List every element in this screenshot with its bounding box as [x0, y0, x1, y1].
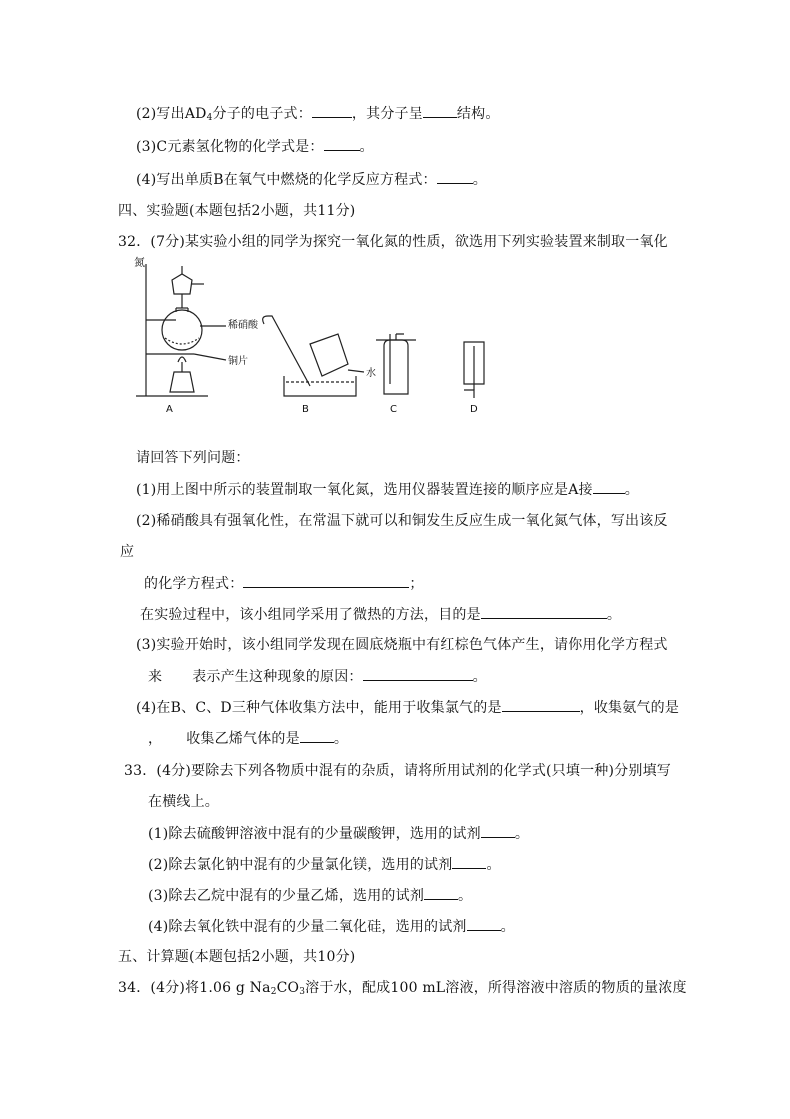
text: (4)写出单质B在氧气中燃烧的化学反应方程式： — [136, 172, 437, 188]
text: (3)C元素氢化物的化学式是： — [136, 139, 324, 155]
answer-blank[interactable] — [481, 605, 607, 619]
text: 表示产生这种现象的原因： — [192, 669, 363, 685]
answer-blank[interactable] — [423, 104, 457, 118]
text: 。 — [472, 669, 487, 685]
answer-blank[interactable] — [312, 104, 352, 118]
question-32-part3-reason — [148, 667, 487, 686]
answer-blank[interactable] — [437, 170, 473, 184]
text: (2)写出AD — [136, 106, 207, 122]
question-33-part1 — [148, 824, 529, 843]
text: ， — [148, 731, 163, 747]
text: (4)除去氧化铁中混有的少量二氧化硅，选用的试剂 — [148, 919, 467, 935]
water-trough — [284, 376, 356, 396]
answer-blank[interactable] — [424, 886, 458, 900]
text: 在实验过程中，该小组同学采用了微热的方法，目的是 — [140, 607, 481, 623]
text: CO — [276, 980, 300, 996]
text: 。 — [458, 888, 473, 904]
question-31-part4 — [136, 170, 487, 189]
question-33-part3 — [148, 886, 472, 905]
text: 的化学方程式： — [144, 576, 244, 592]
question-32-part1 — [136, 480, 639, 499]
text: 。 — [359, 139, 374, 155]
label-dilute-nitric-acid: 稀硝酸 — [228, 320, 258, 331]
apparatus-diagram — [134, 254, 654, 418]
text: 34．(4分)将1.06 g Na — [118, 980, 271, 996]
question-31-part2 — [136, 104, 500, 127]
label-c: C — [390, 404, 397, 415]
label-d: D — [470, 404, 478, 415]
question-34-stem — [118, 979, 687, 1001]
subscript: 3 — [299, 987, 306, 997]
text: 。 — [514, 826, 530, 842]
question-32-part2-purpose — [140, 605, 621, 624]
subscript: 2 — [270, 987, 277, 997]
question-33-part4 — [148, 917, 515, 936]
question-33-stem: 33．(4分)要除去下列各物质中混有的杂质，请将所用试剂的化学式(只填一种)分别填写 — [124, 763, 671, 779]
answer-blank[interactable] — [467, 917, 501, 931]
text: (1)除去硫酸钾溶液中混有的少量碳酸钾，选用的试剂 — [148, 826, 481, 842]
answer-blank[interactable] — [481, 824, 515, 838]
text: 。 — [486, 857, 501, 873]
alcohol-lamp — [170, 372, 194, 392]
text: 。 — [500, 919, 515, 935]
question-32-part2-wrap: 应 — [120, 544, 135, 560]
question-33-stem-cont: 在横线上。 — [148, 794, 219, 810]
text: 。 — [472, 172, 487, 188]
text: ，其分子呈 — [351, 106, 423, 122]
question-32-part4-cont — [148, 729, 348, 748]
text: (2)除去氯化钠中混有的少量氯化镁，选用的试剂 — [148, 857, 453, 873]
answer-blank[interactable] — [243, 574, 409, 588]
round-bottom-flask — [162, 310, 202, 350]
text: 收集乙烯气体的是 — [186, 731, 300, 747]
section-heading-experiment: 四、实验题(本题包括2小题，共11分) — [118, 203, 356, 219]
question-32-part3: (3)实验开始时，该小组同学发现在圆底烧瓶中有红棕色气体产生，请你用化学方程式 — [136, 637, 668, 653]
answer-blank[interactable] — [593, 480, 625, 494]
copper-pointer — [194, 354, 226, 360]
label-copper-piece: 铜片 — [228, 356, 248, 367]
subscript: 4 — [206, 113, 213, 123]
label-water: 水 — [366, 368, 376, 379]
text: 溶于水，配成100 mL溶液，所得溶液中溶质的物质的量浓度 — [305, 980, 687, 996]
text: 。 — [606, 607, 622, 623]
answer-blank[interactable] — [502, 698, 580, 712]
answer-blank[interactable] — [363, 667, 473, 681]
delivery-tube — [263, 316, 310, 386]
gas-collecting-bottle — [310, 334, 348, 376]
text: ； — [409, 576, 424, 592]
label-a: A — [166, 404, 173, 415]
text: (3)除去乙烷中混有的少量乙烯，选用的试剂 — [148, 888, 425, 904]
text: 。 — [624, 482, 639, 498]
answer-prompt: 请回答下列问题： — [136, 450, 250, 466]
text: (1)用上图中所示的装置制取一氧化氮，选用仪器装置连接的顺序应是A接 — [136, 482, 593, 498]
answer-blank[interactable] — [300, 729, 334, 743]
text: ，收集氨气的是 — [579, 700, 680, 716]
bottle-c — [384, 340, 408, 394]
section-heading-calculation: 五、计算题(本题包括2小题，共10分) — [118, 949, 356, 965]
question-31-part3 — [136, 137, 374, 156]
text: 来 — [148, 669, 163, 685]
label-b: B — [302, 404, 309, 415]
answer-blank[interactable] — [324, 137, 360, 151]
dropping-funnel — [172, 274, 192, 294]
question-32-stem: 32．(7分)某实验小组的同学为探究一氧化氮的性质，欲选用下列实验装置来制取一氧化 — [118, 234, 668, 250]
text: 。 — [333, 731, 349, 747]
question-32-stem-continued: 氮 — [134, 256, 146, 269]
question-32-part2-equation — [144, 574, 424, 593]
apparatus-figure — [134, 254, 654, 418]
water-pointer — [348, 370, 364, 372]
question-32-part2: (2)稀硝酸具有强氧化性，在常温下就可以和铜发生反应生成一氧化氮气体，写出该反 — [136, 513, 668, 529]
text: 分子的电子式： — [212, 106, 312, 122]
question-33-part2 — [148, 855, 501, 874]
text: 结构。 — [456, 106, 500, 122]
question-32-part4 — [136, 698, 679, 717]
answer-blank[interactable] — [452, 855, 486, 869]
text: (4)在B、C、D三种气体收集方法中，能用于收集氯气的是 — [136, 700, 502, 716]
